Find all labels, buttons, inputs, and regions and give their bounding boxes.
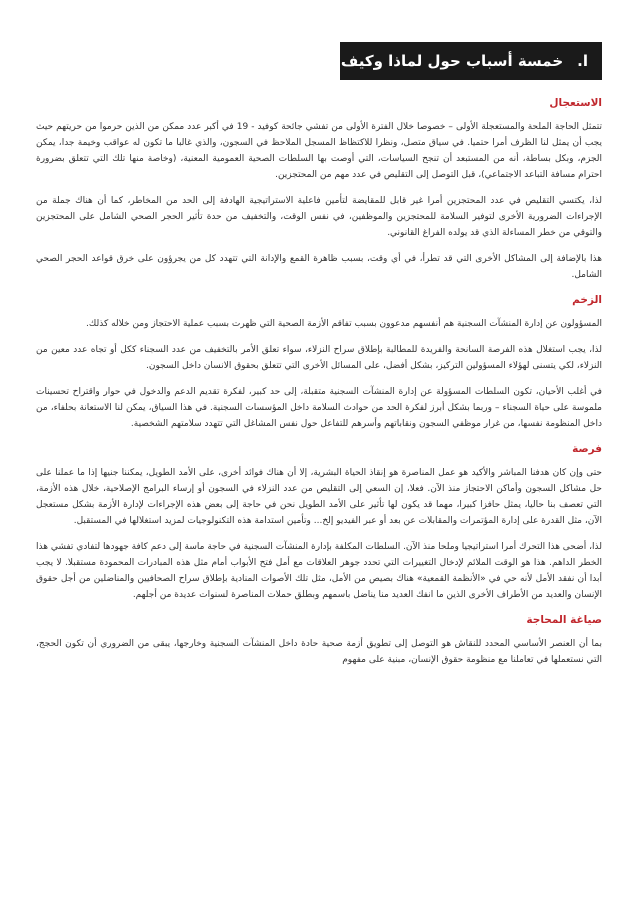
section-heading: الاستعجال: [549, 97, 602, 109]
paragraph: المسؤولون عن إدارة المنشآت السجنية هم أنفسهم مدعوون بسبب تفاقم الأزمة الصحية التي ظهرت بسبب عملية الاحتجاز ومن خلاله كذلك.: [86, 319, 602, 329]
section-argument: [36, 613, 602, 668]
paragraph: بما أن العنصر الأساسي المحدد للنقاش هو التوصل إلى تطويق أزمة صحية حادة داخل المنشآت السجنية وخارجها، يبقى من الضروري أن تكون الحجج، التي نستعملها في تعاملنا مع منظومة حقوق الإنسان، مبنية على مفهوم: [36, 639, 602, 665]
section-heading: الزخم: [572, 294, 602, 306]
paragraph: تتمثل الحاجة الملحة والمستعجلة الأولى – خصوصا خلال الفترة الأولى من تفشي جائحة كوفيد - 19 في أكبر عدد ممكن من الذين حرموا من حريتهم حيث يجب أن يمثل لنا الظرف أمرا حتميا. في سياق متصل، ونظرا للاكتظاظ المسجل الملاحظ في السجون، والذي غالبا ما تكون له عواقب وخيمة جدا، يمكن الجزم، وبكل بساطة، أنه من المستبعد أن تنجح السياسات، التي أوصت بها السلطات الصحية العمومية المعنية، (وخاصة منها تلك التي تتعلق بضرورة احترام مسافة التباعد الاجتماعي)، قبل التوصل إلى التقليص في عدد مهم من المحتجزين.: [36, 122, 602, 180]
document-body: [36, 96, 602, 678]
paragraph: هذا بالإضافة إلى المشاكل الأخرى التي قد تطرأ، في أي وقت، بسبب ظاهرة القمع والإدانة التي تتهدد كل من يجرؤون على خرق قواعد الحجر الصحي الشامل.: [36, 254, 602, 280]
paragraph: في أغلب الأحيان، تكون السلطات المسؤولة عن إدارة المنشآت السجنية متقبلة، إلى حد كبير، لفكرة تقديم الدعم والدخول في حوار واقتراح تحسينات ملموسة على حياة السجناء – وربما بشكل أبرز لفكرة الحد من حوادث السلامة داخل المؤسسات السجنية. في هذا السياق، يمكن لنا الاستعانة بحلفاء، من داخل المنظومة نفسها، من غرار موظفي السجون ونقاباتهم وأسرهم للتفاعل حول نفس المشاغل التي تتهدد سلامتهم الشخصية.: [36, 387, 602, 429]
section-urgency: [36, 96, 602, 283]
chapter-number: ا.: [577, 52, 588, 70]
section-heading: فرصة: [572, 443, 602, 455]
section-heading: صياغة المحاجة: [526, 614, 602, 626]
paragraph: لذا، يكتسي التقليص في عدد المحتجزين أمرا غير قابل للمقايضة لتأمين فاعلية الاستراتيجية الهادفة إلى الحد من المخاطر، كما أن هناك جملة من الإجراءات الضرورية الأخرى لتوفير السلامة للمحتجزين والموظفين، في نفس الوقت، والتخفيف من حدة تأثير الحجر الصحي الشامل على المحتجزين والتوقي من خطر المساءلة الذي قد يولده الفراغ القانوني.: [36, 196, 602, 238]
chapter-title-bar: [283, 42, 602, 80]
section-opportunity: [36, 442, 602, 529]
section-note: [36, 539, 602, 603]
chapter-title: خمسة أسباب حول لماذا وكيف نتفاعل: [283, 52, 564, 70]
section-momentum: [36, 293, 602, 432]
paragraph: لذا، يجب استغلال هذه الفرصة السانحة والفريدة للمطالبة بإطلاق سراح النزلاء، سواء تعلق الأمر بالتخفيف من عدد السجناء ككل أو تجاه عدد معين من النزلاء، لكي يتسنى لهؤلاء المسؤولين التركيز، بشكل أفضل، على المسائل الأخرى التي تتعلق بحقوق الانسان داخل السجون.: [36, 345, 602, 371]
paragraph: لذا، أضحى هذا التحرك أمرا استراتيجيا وملحا منذ الآن. السلطات المكلفة بإدارة المنشآت السجنية في حاجة ماسة إلى دعم كافة جهودها لتفادي تفشي هذا الخطر الداهم. هذا هو الوقت الملائم لإدخال التغييرات التي تحدد جوهر العلاقات مع أمل فتح الأبواب أمام مثل هذه المبادرات المحمودة مستقبلا. لا يجب أبدا أن نفقد الأمل لأنه حي في «الأنظمة القمعية» هناك بصيص من الأمل، مثل تلك الأصوات المنادية بإطلاق سراح الصحافيين والمناضلين من أجل حقوق الإنسان والعديد من الأطراف الأخرى الذين ما انفك العديد منا يناضل باسمهم وبطلق حملات المناصرة لسنوات عديدة من أجلهم.: [36, 542, 602, 600]
paragraph: حتى وإن كان هدفنا المباشر والأكيد هو عمل المناصرة هو إنقاذ الحياة البشرية، إلا أن هناك فوائد أخرى، على الأمد الطويل، يمكننا جنيها إذا ما عملنا على حل مشاكل السجون وأماكن الاحتجاز منذ الآن. فعلا، إن السعي إلى التقليص من عدد النزلاء في السجون أو إرساء البرامج الإصلاحية، خلال هذه الأزمة، التي تعصف بنا حاليا، يمثل حافزا كبيرا، مهما قد يكون لها تأثير على الأمد الطويل نحن في حاجة إلى بعض هذه الإجراءات لإدارة الأزمة بشكل مستعجل الآن، مثل القدرة على إدارة المؤتمرات والمقابلات عن بعد أو عبر الفيديو إلخ... وتأمين استدامة هذه التكنولوجيات لمزيد استغلالها في المستقبل.: [36, 468, 602, 526]
